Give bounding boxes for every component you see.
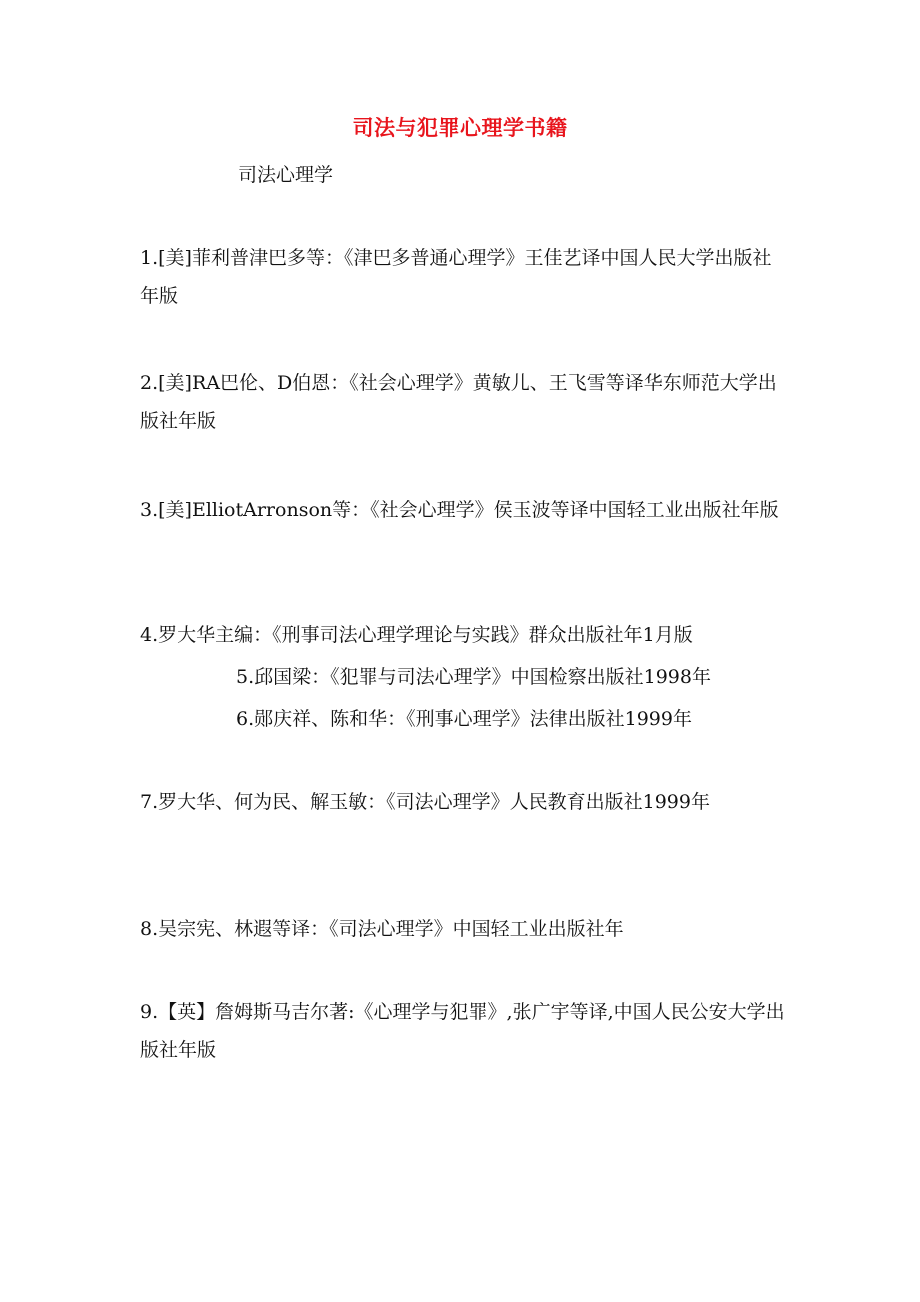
reference-entry-5: 5.邱国梁：《犯罪与司法心理学》中国检察出版社1998年 (236, 666, 711, 688)
section-heading: 司法心理学 (238, 164, 334, 186)
reference-entry-9: 9.【英】詹姆斯马吉尔著:《心理学与犯罪》,张广宇等译,中国人民公安大学出版社年版 (140, 1001, 785, 1061)
reference-entry-6: 6.郧庆祥、陈和华：《刑事心理学》法律出版社1999年 (236, 708, 692, 730)
reference-entry-8: 8.吴宗宪、林遐等译：《司法心理学》中国轻工业出版社年 (140, 918, 624, 940)
reference-entry-7: 7.罗大华、何为民、解玉敏：《司法心理学》人民教育出版社1999年 (140, 791, 710, 813)
reference-entry-2: 2.[美]RA巴伦、D伯恩：《社会心理学》黄敏儿、王飞雪等译华东师范大学出版社年版 (140, 372, 777, 432)
document-title: 司法与犯罪心理学书籍 (352, 115, 568, 140)
reference-entry-1: 1.[美]菲利普津巴多等：《津巴多普通心理学》王佳艺译中国人民大学出版社年版 (140, 247, 772, 307)
reference-entry-3: 3.[美]ElliotArronson等：《社会心理学》侯玉波等译中国轻工业出版社年版 (140, 499, 779, 521)
reference-entry-4: 4.罗大华主编：《刑事司法心理学理论与实践》群众出版社年1月版 (140, 624, 693, 646)
